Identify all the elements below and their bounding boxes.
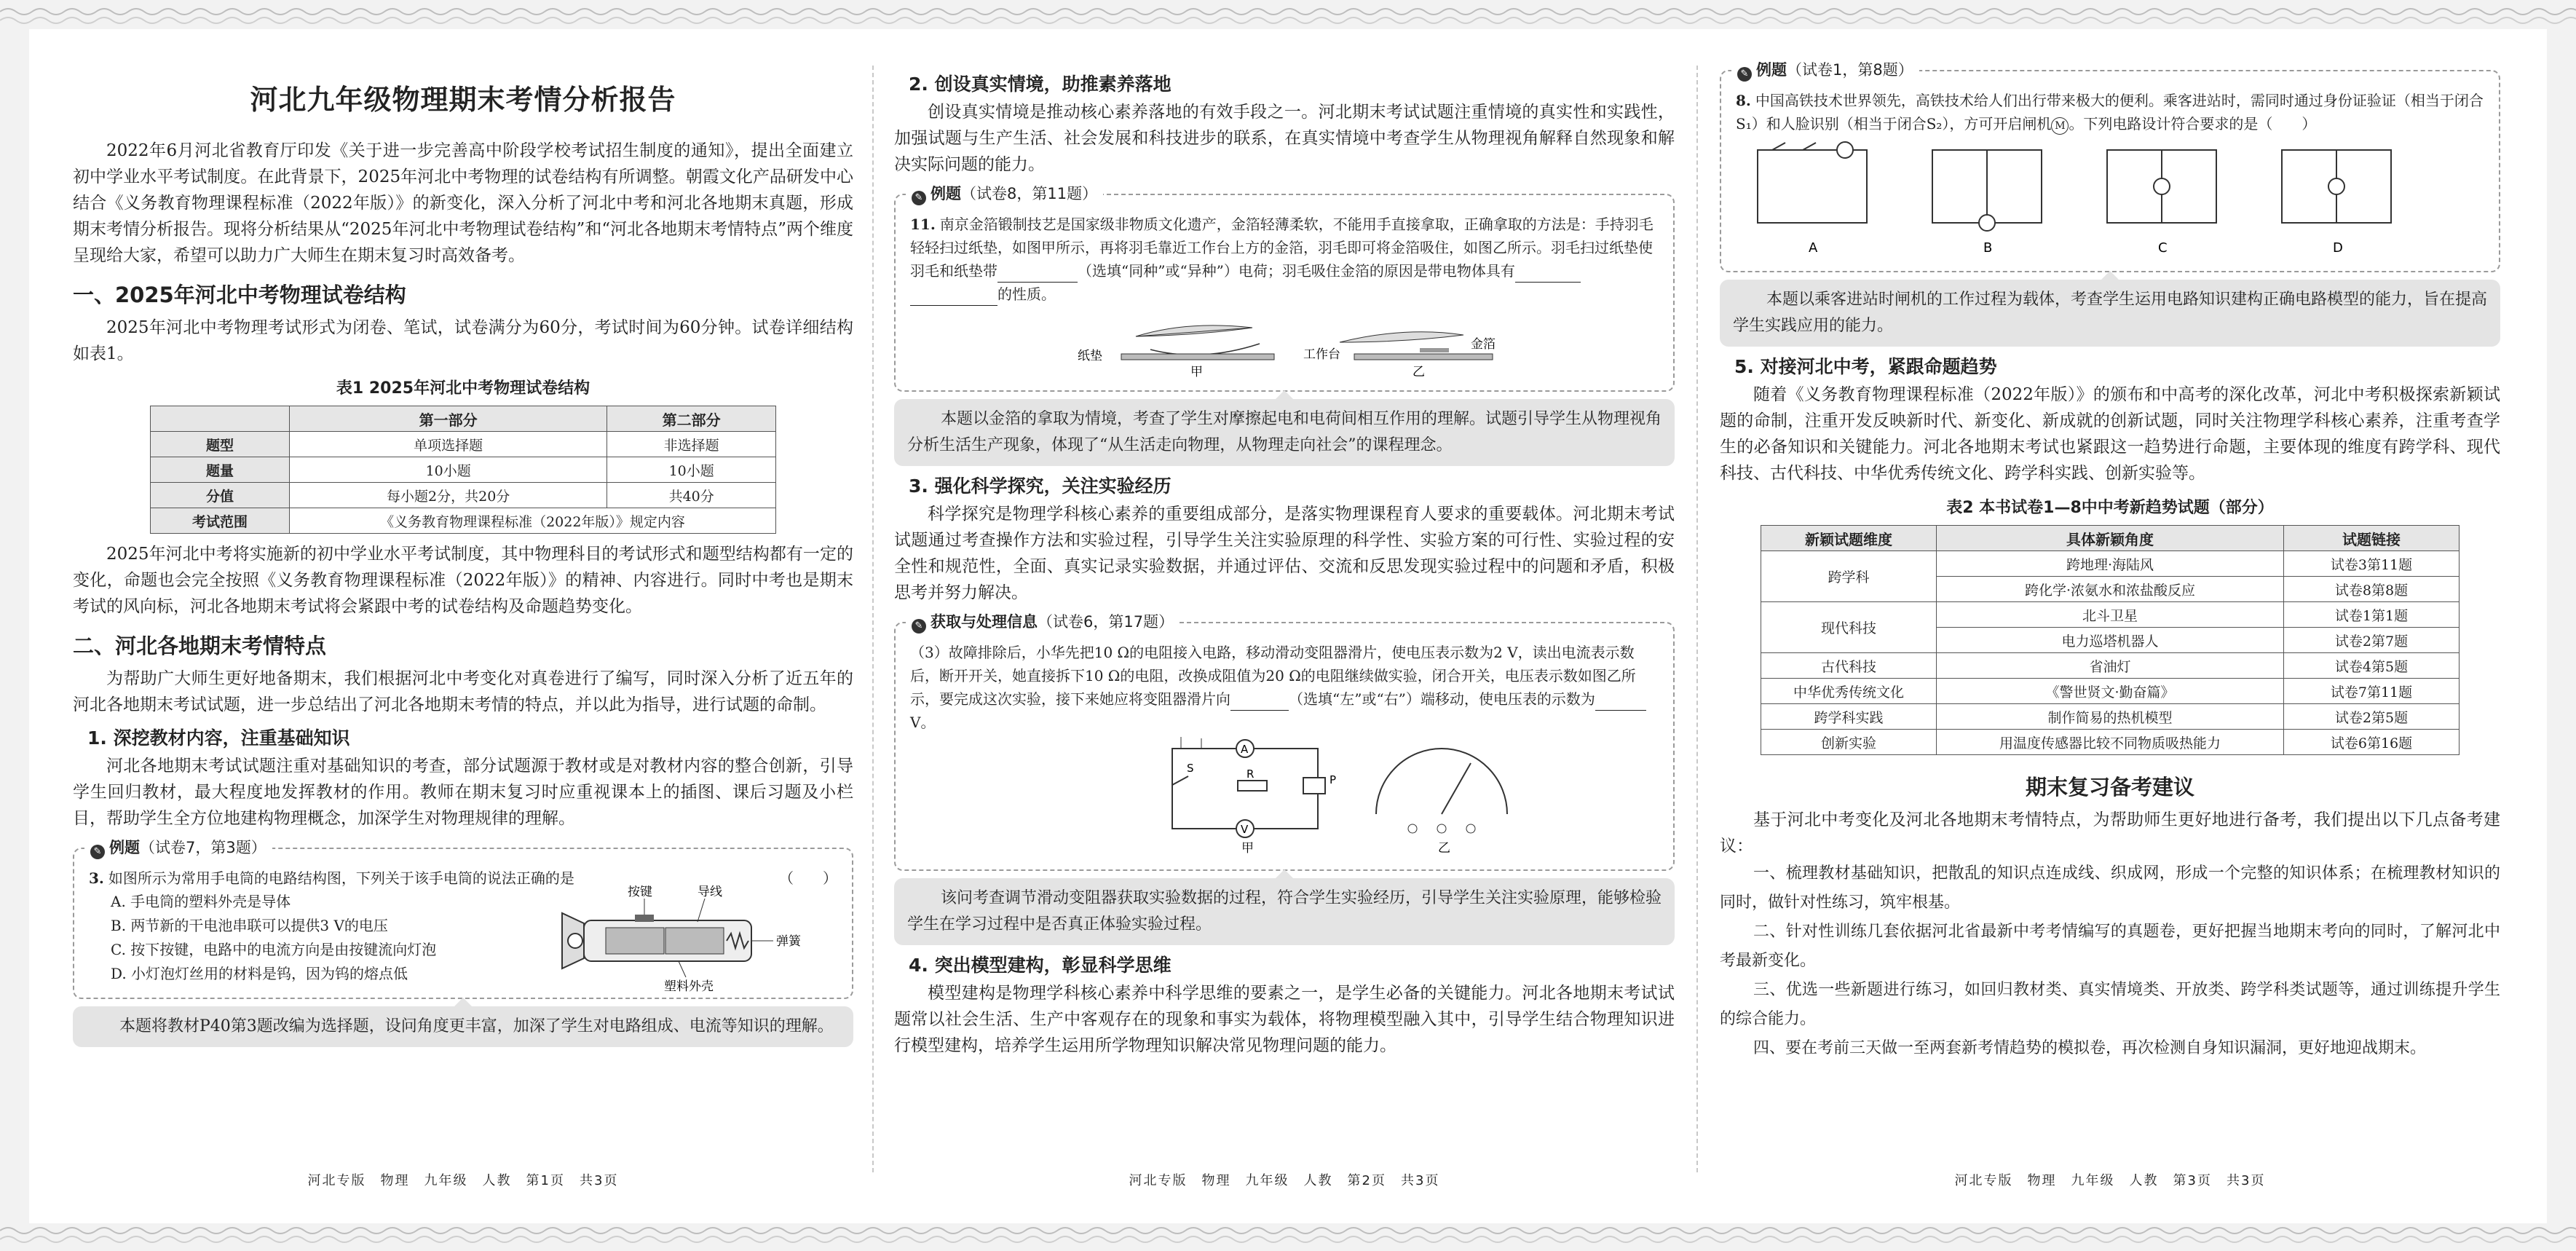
page-2-column [894,51,1675,1172]
column-separator-1 [872,66,874,1172]
table-2-angle: 电力巡塔机器人 [1937,628,2284,653]
label-yi-2: 乙 [1438,841,1450,856]
option-label-b: B [1983,240,1993,256]
advice-item-4: 四、要在考前三天做一至两套新考情趋势的模拟卷，再次检测自身知识漏洞，更好地迎战期末。 [1753,1039,2427,1057]
table-1-cell: 非选择题 [607,432,776,457]
option-label-c: C [2158,240,2168,256]
table-2-link: 试卷4第5题 [2284,653,2460,679]
subsection-5-text: 随着《义务教育物理课程标准（2022年版）》的颁布和中高考的深化改革，河北中考积极探索新颖试题的命制，注重开发反映新时代、新变化、新成就的创新试题，同时关注物理学科核心素养，注重考查学生的必备知识和关键能力。河北各地期末考试也紧跟这一趋势进行命题，主要体现的维度有跨学科、现代科技、古代科技、中华优秀传统文化、跨学科实践、创新实验等。 [1720,385,2500,483]
question-17-stem: （3）故障排除后，小华先把10 Ω的电阻接入电路，移动滑动变阻器滑片，使电压表示数为2 V，读出电流表示数后，断开开关，她直接拆下10 Ω的电阻，改换成阻值为20 Ω的电阻继续做实验，闭合开关，电压表示数如图乙所示，要完成这次实验，接下来她应将变阻器滑片向 （选填“左”或“右”）端移动，使电压表的示数为V。 [910,641,1659,734]
option-label-a: A [1809,240,1818,256]
table-1-row-label: 考试范围 [151,508,290,534]
section-1-text: 2025年河北中考物理考试形式为闭卷、笔试，试卷满分为60分，考试时间为60分钟。试卷详细结构如表1。 [73,318,853,363]
example-icon: ✎ [912,619,926,634]
example-icon: ✎ [912,191,926,205]
example-icon: ✎ [1737,67,1752,82]
table-2-dim: 跨学科实践 [1761,704,1937,730]
subsection-4-text: 模型建构是物理学科核心素养中科学思维的要素之一，是学生必备的关键能力。河北各地期末考试试题常以社会生活、生产中客观存在的现象和事实为载体，将物理模型融入其中，引导学生结合物理知识进行模型建构，培养学生运用所学物理知识解决常见物理问题的能力。 [894,984,1675,1055]
circuit-experiment-figure [910,734,1653,858]
table-1-row [151,483,776,508]
table-1-cell: 《义务教育物理课程标准（2022年版）》规定内容 [290,508,776,534]
motor-m-icon: M [2051,117,2069,135]
advice-item-2: 二、针对性训练几套依据河北省最新中考考情编写的真题卷，更好把握当地期末考向的同时，了解河北中考最新变化。 [1720,923,2500,970]
subsection-3-heading: 3. 强化科学探究，关注实验经历 [909,475,1172,497]
table-1-row [151,508,776,534]
table-1-header-row [151,406,776,432]
table-2-header-cell: 试题链接 [2284,526,2460,551]
table-2-header-cell: 具体新颖角度 [1937,526,2284,551]
example-box-1 [73,839,853,999]
page-3-footer: 河北专版 物理 九年级 人教 第3页 共3页 [1954,1173,2266,1188]
bottom-wavy-border [0,1222,2576,1251]
table-2-angle: 跨地理·海陆风 [1937,551,2284,577]
table-2-link: 试卷2第7题 [2284,628,2460,653]
label-shell: 塑料外壳 [664,979,714,994]
section-2-text: 为帮助广大师生更好地备期末，我们根据河北中考变化对真卷进行了编写，同时深入分析了近五年的河北各地期末考试试题，进一步总结出了河北各地期末考情的特点，并以此为指导，进行试题的命制。 [73,669,853,714]
example-tag: ✎ 获取与处理信息（试卷6，第17题） [906,610,1180,634]
label-voltmeter: V [1241,823,1249,836]
label-r: R [1246,767,1255,781]
section-1-text-2: 2025年河北中考将实施新的初中学业水平考试制度，其中物理科目的考试形式和题型结构都有一定的变化，命题也会完全按照《义务教育物理课程标准（2022年版）》的精神、内容进行。同时中考也是期末考试的风向标，河北各地期末考试将会紧跟中考的试卷结构及命题趋势变化。 [73,545,853,616]
intro-paragraph: 2022年6月河北省教育厅印发《关于进一步完善高中阶段学校考试招生制度的通知》，提出全面建立初中学业水平考试制度。在此背景下，2025年河北中考物理的试卷结构有所调整。朝霞文化产品研发中心结合《义务教育物理课程标准（2022年版）》的新变化，深入分析了河北中考和河北各地期末真题，形成期末考情分析报告。现将分析结果从“2025年河北中考物理试卷结构”和“河北各地期末考情特点”两个维度呈现给大家，希望可以助力广大师生在期末复习时高效备考。 [73,141,853,265]
analysis-note-1: 本题将教材P40第3题改编为选择题，设问角度更丰富，加深了学生对电路组成、电流等知识的理解。 [73,1006,853,1047]
option-b: B. 两节新的干电池串联可以提供3 V的电压 [111,917,388,934]
label-jia-2: 甲 [1241,841,1254,856]
label-jia: 甲 [1190,365,1203,379]
table-1-caption: 表1 2025年河北中考物理试卷结构 [336,379,590,398]
analysis-note-4: 本题以乘客进站时闸机的工作过程为载体，考查学生运用电路知识建构正确电路模型的能力，旨在提高学生实践应用的能力。 [1720,280,2500,347]
example-tag: ✎ 例题（试卷8，第11题） [906,182,1103,205]
table-2-header-row [1761,526,2460,551]
analysis-note-3: 该问考查调节滑动变阻器获取实验数据的过程，符合学生实验经历，引导学生关注实验原理，能够检验学生在学习过程中是否真正体验实验过程。 [894,878,1675,945]
table-1-cell: 每小题2分，共20分 [290,483,607,508]
table-2-link: 试卷7第11题 [2284,679,2460,704]
example-tag: ✎ 例题（试卷1，第8题） [1731,58,1919,82]
table-2-link: 试卷3第11题 [2284,551,2460,577]
advice-intro: 基于河北中考变化及河北各地期末考情特点，为帮助师生更好地进行备考，我们提出以下几点备考建议： [1720,810,2500,856]
label-yi: 乙 [1413,365,1425,379]
table-1-header-cell: 第二部分 [607,406,776,432]
label-foil: 金箔 [1471,337,1496,352]
table-2-dim: 跨学科 [1761,551,1937,602]
flashlight-figure [555,885,824,995]
gate-circuit-options [1736,135,2478,259]
example-box-2 [894,185,1675,392]
subsection-3-text: 科学探究是物理学科核心素养的重要组成部分，是落实物理课程育人要求的重要载体。河北期末考试试题通过考查操作方法和实验过程，引导学生关注实验原理的科学性、实验方案的可行性、实验过程的安全性和规范性，全面、真实记录实验数据，并通过评估、交流和反思发现实验过程中的问题和矛盾，积极思考并努力解决。 [894,505,1675,602]
label-s: S [1187,762,1194,775]
question-3-stem: 3. 如图所示为常用手电筒的电路结构图，下列关于该手电筒的说法正确的是 （ ） [89,869,837,887]
table-2-caption: 表2 本书试卷1—8中中考新趋势试题（部分） [1946,499,2274,517]
table-2-dim: 中华优秀传统文化 [1761,679,1937,704]
label-key: 按键 [628,885,652,899]
table-2-angle: 北斗卫星 [1937,602,2284,628]
label-ammeter: A [1241,743,1249,756]
table-1-cell: 单项选择题 [290,432,607,457]
table-2-link: 试卷8第8题 [2284,577,2460,602]
page-1-footer: 河北专版 物理 九年级 人教 第1页 共3页 [307,1173,619,1188]
page-2-footer: 河北专版 物理 九年级 人教 第2页 共3页 [1129,1173,1440,1188]
label-table: 工作台 [1303,347,1340,362]
table-2-link: 试卷6第16题 [2284,730,2460,755]
table-1-row [151,457,776,483]
table-1-cell: 共40分 [607,483,776,508]
analysis-note-2: 本题以金箔的拿取为情境，考查了学生对摩擦起电和电荷间相互作用的理解。试题引导学生从物理视角分析生活生产现象，体现了“从生活走向物理，从物理走向社会”的课程理念。 [894,399,1675,466]
table-2-dim: 创新实验 [1761,730,1937,755]
table-1 [150,406,776,534]
page-3-column [1720,51,2500,1172]
table-1-row [151,432,776,457]
label-spring: 弹簧 [776,934,801,949]
table-2-dim: 古代科技 [1761,653,1937,679]
table-1-cell: 10小题 [607,457,776,483]
table-2-angle: 跨化学·浓氨水和浓盐酸反应 [1937,577,2284,602]
example-icon: ✎ [90,845,105,859]
subsection-2-heading: 2. 创设真实情境，助推素养落地 [909,74,1172,95]
table-2-angle: 省油灯 [1937,653,2284,679]
subsection-1-text: 河北各地期末考试试题注重对基础知识的考查，部分试题源于教材或是对教材内容的整合创新，引导学生回归教材，最大程度地发挥教材的作用。教师在期末复习时应重视课本上的插图、课后习题及小栏目，帮助学生全方位地建构物理概念，加深学生对物理规律的理解。 [73,757,853,828]
table-2-angle: 制作简易的热机模型 [1937,704,2284,730]
table-2-row [1761,730,2460,755]
table-2-row [1761,602,2460,628]
table-2-row [1761,551,2460,577]
table-1-header-cell [151,406,290,432]
table-2-link: 试卷2第5题 [2284,704,2460,730]
column-separator-2 [1696,66,1698,1172]
table-2 [1761,525,2460,755]
table-2-angle: 用温度传感器比较不同物质吸热能力 [1937,730,2284,755]
table-1-header-cell: 第一部分 [290,406,607,432]
label-pad: 纸垫 [1078,349,1102,363]
table-2-row [1761,704,2460,730]
report-title: 河北九年级物理期末考情分析报告 [250,84,676,116]
option-c: C. 按下按键，电路中的电流方向是由按键流向灯泡 [111,941,437,958]
table-2-row [1761,679,2460,704]
subsection-2-text: 创设真实情境是推动核心素养落地的有效手段之一。河北期末考试试题注重情境的真实性和实践性，加强试题与生产生活、社会发展和科技进步的联系，在真实情境中考查学生从物理视角解释自然现象和解决实际问题的能力。 [894,103,1675,174]
option-label-d: D [2333,240,2343,256]
label-p: P [1330,773,1337,786]
section-1-heading: 一、2025年河北中考物理试卷结构 [73,283,406,307]
example-box-3 [894,613,1675,871]
advice-item-3: 三、优选一些新题进行练习，如回归教材类、真实情境类、开放类、跨学科类试题等，通过训练提升学生的综合能力。 [1720,981,2500,1028]
section-2-heading: 二、河北各地期末考情特点 [73,634,327,658]
advice-item-1: 一、梳理教材基础知识，把散乱的知识点连成线、织成网，形成一个完整的知识体系；在梳理教材知识的同时，做针对性练习，筑牢根基。 [1720,864,2500,912]
label-wire: 导线 [698,885,722,899]
gold-foil-figure [910,306,1653,379]
table-1-row-label: 题量 [151,457,290,483]
option-d: D. 小灯泡灯丝用的材料是钨，因为钨的熔点低 [111,965,408,982]
table-2-angle: 《警世贤文·勤奋篇》 [1937,679,2284,704]
advice-title: 期末复习备考建议 [2025,775,2194,800]
table-2-link: 试卷1第1题 [2284,602,2460,628]
example-tag: ✎ 例题（试卷7，第3题） [84,836,272,859]
table-1-cell: 10小题 [290,457,607,483]
subsection-4-heading: 4. 突出模型建构，彰显科学思维 [909,955,1172,976]
page-1-column [73,51,853,1172]
question-11-stem: 11. 南京金箔锻制技艺是国家级非物质文化遗产，金箔轻薄柔软，不能用手直接拿取，正确拿取的方法是：手持羽毛轻轻扫过纸垫，如图甲所示，再将羽毛靠近工作台上方的金箔，羽毛即可将金箔吸住，如图乙所示。羽毛扫过纸垫使羽毛和纸垫带 （选填“同种”或“异种”）电荷；羽毛吸住金箔的原因是带电物体具有 的性质。 [910,213,1659,306]
question-8-stem: 8. 中国高铁技术世界领先，高铁技术给人们出行带来极大的便利。乘客进站时，需同时通过身份证验证（相当于闭合S₁）和人脸识别（相当于闭合S₂），方可开启闸机 M 。下列电路设计符合要求的是（ ） [1736,89,2484,135]
top-wavy-border [0,0,2576,29]
example-box-4 [1720,61,2500,272]
table-1-row-label: 题型 [151,432,290,457]
table-2-row [1761,653,2460,679]
table-2-dim: 现代科技 [1761,602,1937,653]
subsection-1-heading: 1. 深挖教材内容，注重基础知识 [87,727,350,749]
subsection-5-heading: 5. 对接河北中考，紧跟命题趋势 [1734,356,1997,377]
table-2-header-cell: 新颖试题维度 [1761,526,1937,551]
table-1-row-label: 分值 [151,483,290,508]
option-a: A. 手电筒的塑料外壳是导体 [111,893,291,910]
